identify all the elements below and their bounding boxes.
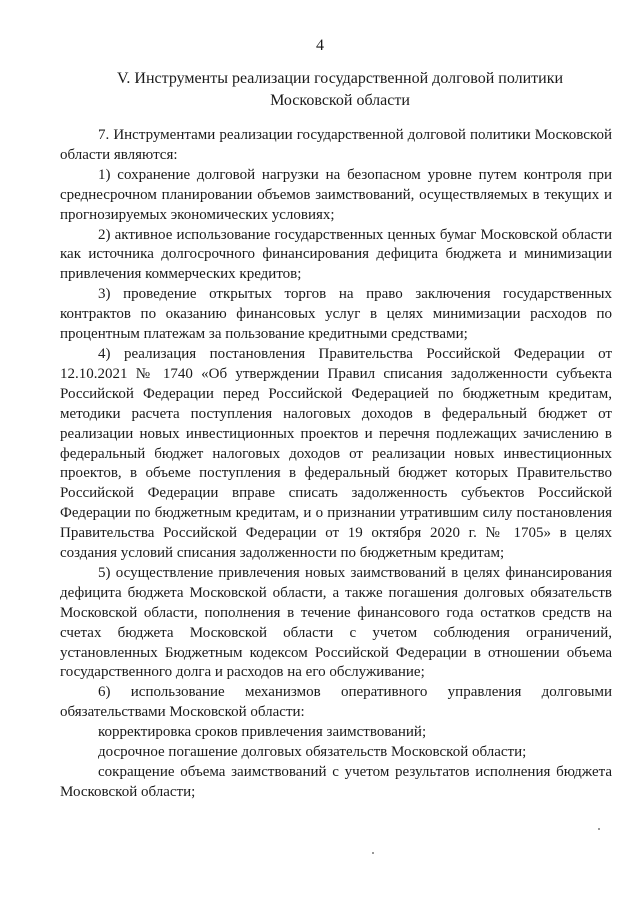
paragraph-subitem-1: корректировка сроков привлечения заимствований; bbox=[98, 724, 427, 741]
section-title-line-2: Московской области bbox=[270, 92, 410, 109]
scan-speck bbox=[372, 852, 374, 854]
paragraph-item-5: 5) осуществление привлечения новых заимствований в целях финансирования дефицита бюджета Московской области, а также погашения долговых обязательств Московской области, пополнения в течение финансового года остатков средств на счетах бюджета Московской области с учетом соблюдения ограничений, установленных Бюджетным кодексом Российской Федерации в отношении объема государственного долга и расходов на его обслуживание; bbox=[60, 564, 612, 681]
paragraph-item-4: 4) реализация постановления Правительства Российской Федерации от 12.10.2021 № 1740 «Об утверждении Правил списания задолженности субъекта Российской Федерации перед Российской Федерацией по бюджетным кредитам, методики расчета поступления налоговых доходов в федеральный бюджет от реализации новых инвестиционных проектов и перечня подлежащих зачислению в федеральный бюджет налоговых доходов от реализации новых инвестиционных проектов, в объеме поступления в федеральный бюджет которых Правительство Российской Федерации вправе списать задолженность субъектов Российской Федерации по бюджетным кредитам, и о признании утратившим силу постановления Правительства Российской Федерации от 19 октября 2020 г. № 1705» в целях создания условий списания задолженности по бюджетным кредитам; bbox=[60, 345, 612, 562]
paragraph-subitem-3: сокращение объема заимствований с учетом результатов исполнения бюджета Московской области; bbox=[60, 764, 612, 800]
section-title-line-1: V. Инструменты реализации государственной долговой политики bbox=[116, 70, 564, 87]
page-number: 4 bbox=[316, 37, 324, 54]
paragraph-subitem-2: досрочное погашение долговых обязательств Московской области; bbox=[98, 744, 527, 761]
paragraph-item-1: 1) сохранение долговой нагрузки на безопасном уровне путем контроля при среднесрочном планировании объемов заимствований, осуществляемых в текущих и прогнозируемых экономических условиях; bbox=[60, 166, 612, 223]
document-body bbox=[60, 126, 612, 803]
paragraph-item-6: 6) использование механизмов оперативного управления долговыми обязательствами Московской области: bbox=[60, 684, 612, 721]
scan-speck bbox=[598, 828, 600, 830]
paragraph-item-2: 2) активное использование государственных ценных бумаг Московской области как источника долгосрочного финансирования дефицита бюджета и минимизации привлечения коммерческих кредитов; bbox=[60, 226, 612, 283]
paragraph-item-3: 3) проведение открытых торгов на право заключения государственных контрактов по оказанию финансовых услуг в целях минимизации расходов по процентным платежам за пользование кредитными средствами; bbox=[60, 286, 612, 343]
paragraph-intro: 7. Инструментами реализации государственной долговой политики Московской области являются: bbox=[60, 127, 612, 163]
section-title bbox=[60, 68, 620, 112]
